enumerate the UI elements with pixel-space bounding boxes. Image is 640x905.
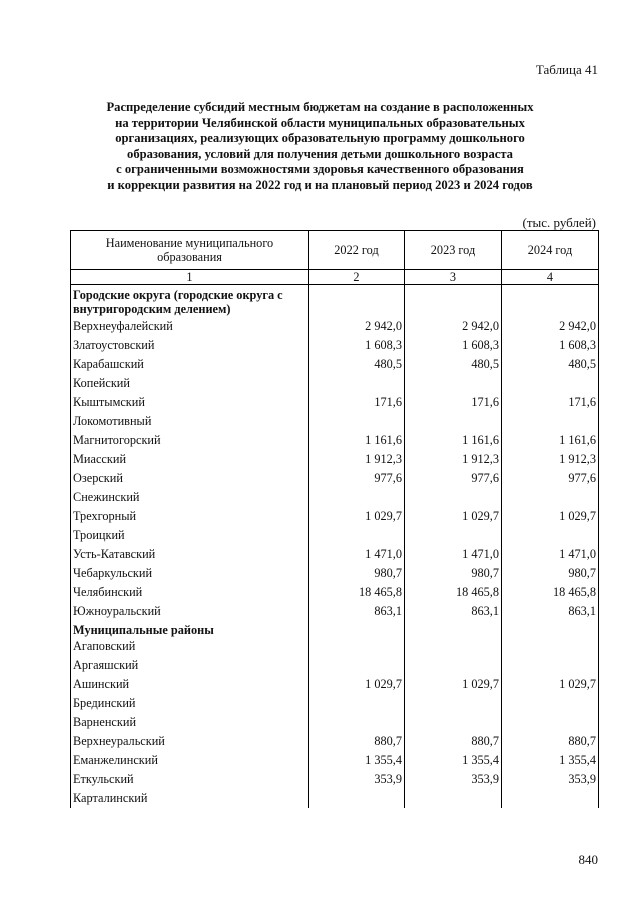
municipality-name: Карабашский — [71, 355, 309, 374]
municipality-name: Локомотивный — [71, 412, 309, 431]
title-line: на территории Челябинской области муниципальных образовательных — [115, 115, 525, 130]
section-heading: Муниципальные районы — [71, 621, 309, 637]
empty-cell — [309, 621, 405, 637]
column-number: 1 — [71, 270, 309, 285]
value-2022 — [309, 374, 405, 393]
municipality-name: Верхнеуфалейский — [71, 317, 309, 336]
value-2024: 1 471,0 — [502, 545, 599, 564]
municipality-name: Кыштымский — [71, 393, 309, 412]
column-number: 2 — [309, 270, 405, 285]
municipality-name: Верхнеуральский — [71, 732, 309, 751]
value-2024: 1 608,3 — [502, 336, 599, 355]
value-2022: 18 465,8 — [309, 583, 405, 602]
value-2024: 171,6 — [502, 393, 599, 412]
empty-cell — [405, 621, 502, 637]
table-row — [71, 564, 599, 583]
value-2022 — [309, 488, 405, 507]
value-2024: 2 942,0 — [502, 317, 599, 336]
value-2022: 2 942,0 — [309, 317, 405, 336]
value-2022: 1 029,7 — [309, 507, 405, 526]
section-heading: Городские округа (городские округа с внутригородским делением) — [71, 285, 309, 318]
table-row — [71, 507, 599, 526]
title-line: и коррекции развития на 2022 год и на плановый период 2023 и 2024 годов — [107, 177, 533, 192]
value-2024: 880,7 — [502, 732, 599, 751]
table-row — [71, 732, 599, 751]
municipality-name: Златоустовский — [71, 336, 309, 355]
municipality-name: Ашинский — [71, 675, 309, 694]
value-2022 — [309, 412, 405, 431]
table-row — [71, 694, 599, 713]
value-2022: 353,9 — [309, 770, 405, 789]
municipality-name: Челябинский — [71, 583, 309, 602]
value-2022 — [309, 694, 405, 713]
value-2024 — [502, 412, 599, 431]
table-row — [71, 656, 599, 675]
municipality-name: Озерский — [71, 469, 309, 488]
value-2023: 1 471,0 — [405, 545, 502, 564]
value-2022: 1 912,3 — [309, 450, 405, 469]
section-row — [71, 621, 599, 637]
value-2024 — [502, 789, 599, 808]
table-row — [71, 431, 599, 450]
column-number: 4 — [502, 270, 599, 285]
header-2023: 2023 год — [405, 231, 502, 270]
header-name: Наименование муниципального образования — [71, 231, 309, 270]
table-row — [71, 355, 599, 374]
value-2024: 353,9 — [502, 770, 599, 789]
value-2022: 1 608,3 — [309, 336, 405, 355]
value-2023: 1 029,7 — [405, 675, 502, 694]
value-2022 — [309, 526, 405, 545]
value-2024 — [502, 694, 599, 713]
municipality-name: Копейский — [71, 374, 309, 393]
value-2022 — [309, 637, 405, 656]
value-2023 — [405, 789, 502, 808]
column-number: 3 — [405, 270, 502, 285]
value-2023 — [405, 374, 502, 393]
value-2024: 1 029,7 — [502, 507, 599, 526]
value-2023: 18 465,8 — [405, 583, 502, 602]
value-2022 — [309, 789, 405, 808]
page-number: 840 — [578, 852, 598, 867]
value-2024: 1 161,6 — [502, 431, 599, 450]
value-2022: 1 029,7 — [309, 675, 405, 694]
table-label: Таблица 41 — [535, 62, 598, 77]
value-2023 — [405, 656, 502, 675]
subsidy-table — [70, 230, 599, 808]
value-2022: 880,7 — [309, 732, 405, 751]
empty-cell — [502, 285, 599, 318]
value-2022: 171,6 — [309, 393, 405, 412]
municipality-name: Агаповский — [71, 637, 309, 656]
document-title — [60, 100, 580, 193]
value-2023 — [405, 694, 502, 713]
table-row — [71, 675, 599, 694]
header-2024: 2024 год — [502, 231, 599, 270]
municipality-name: Еманжелинский — [71, 751, 309, 770]
table-row — [71, 488, 599, 507]
value-2022: 977,6 — [309, 469, 405, 488]
value-2023: 880,7 — [405, 732, 502, 751]
table-row — [71, 637, 599, 656]
municipality-name: Снежинский — [71, 488, 309, 507]
value-2023: 1 161,6 — [405, 431, 502, 450]
table-header-row — [71, 231, 599, 270]
title-line: образования, условий для получения детьми дошкольного возраста — [127, 146, 513, 161]
table-row — [71, 336, 599, 355]
value-2023 — [405, 488, 502, 507]
value-2023: 171,6 — [405, 393, 502, 412]
empty-cell — [309, 285, 405, 318]
value-2023: 480,5 — [405, 355, 502, 374]
table-body — [71, 285, 599, 809]
value-2023: 863,1 — [405, 602, 502, 621]
value-2024 — [502, 374, 599, 393]
column-number-row — [71, 270, 599, 285]
municipality-name: Южноуральский — [71, 602, 309, 621]
value-2022: 1 161,6 — [309, 431, 405, 450]
header-2022: 2022 год — [309, 231, 405, 270]
value-2024: 480,5 — [502, 355, 599, 374]
value-2024: 980,7 — [502, 564, 599, 583]
title-line: Распределение субсидий местным бюджетам на создание в расположенных — [106, 100, 534, 114]
municipality-name: Трехгорный — [71, 507, 309, 526]
value-2022: 1 471,0 — [309, 545, 405, 564]
units-label: (тыс. рублей) — [522, 215, 596, 230]
value-2023 — [405, 526, 502, 545]
value-2024: 18 465,8 — [502, 583, 599, 602]
value-2023: 1 029,7 — [405, 507, 502, 526]
table-row — [71, 412, 599, 431]
table-row — [71, 374, 599, 393]
municipality-name: Карталинский — [71, 789, 309, 808]
table-row — [71, 526, 599, 545]
value-2022: 1 355,4 — [309, 751, 405, 770]
value-2023 — [405, 412, 502, 431]
table-row — [71, 450, 599, 469]
value-2023 — [405, 713, 502, 732]
table-row — [71, 393, 599, 412]
value-2024 — [502, 526, 599, 545]
value-2023: 977,6 — [405, 469, 502, 488]
value-2024: 863,1 — [502, 602, 599, 621]
value-2024: 977,6 — [502, 469, 599, 488]
municipality-name: Усть-Катавский — [71, 545, 309, 564]
value-2022 — [309, 713, 405, 732]
municipality-name: Аргаяшский — [71, 656, 309, 675]
section-row — [71, 285, 599, 318]
value-2024 — [502, 656, 599, 675]
table-row — [71, 770, 599, 789]
value-2023: 1 608,3 — [405, 336, 502, 355]
table-row — [71, 317, 599, 336]
value-2023: 1 912,3 — [405, 450, 502, 469]
table-row — [71, 602, 599, 621]
table-row — [71, 789, 599, 808]
value-2023: 353,9 — [405, 770, 502, 789]
value-2024 — [502, 488, 599, 507]
municipality-name: Еткульский — [71, 770, 309, 789]
table-row — [71, 583, 599, 602]
table-row — [71, 713, 599, 732]
table-row — [71, 545, 599, 564]
municipality-name: Миасский — [71, 450, 309, 469]
value-2022: 863,1 — [309, 602, 405, 621]
value-2023: 1 355,4 — [405, 751, 502, 770]
municipality-name: Троицкий — [71, 526, 309, 545]
empty-cell — [405, 285, 502, 318]
value-2022: 480,5 — [309, 355, 405, 374]
municipality-name: Варненский — [71, 713, 309, 732]
value-2023: 2 942,0 — [405, 317, 502, 336]
value-2024 — [502, 637, 599, 656]
value-2022 — [309, 656, 405, 675]
municipality-name: Магнитогорский — [71, 431, 309, 450]
table-row — [71, 751, 599, 770]
value-2023 — [405, 637, 502, 656]
empty-cell — [502, 621, 599, 637]
title-line: с ограниченными возможностями здоровья качественного образования — [116, 162, 524, 176]
table-row — [71, 469, 599, 488]
value-2024: 1 029,7 — [502, 675, 599, 694]
municipality-name: Брединский — [71, 694, 309, 713]
value-2023: 980,7 — [405, 564, 502, 583]
municipality-name: Чебаркульский — [71, 564, 309, 583]
value-2022: 980,7 — [309, 564, 405, 583]
value-2024 — [502, 713, 599, 732]
title-line: организациях, реализующих образовательную программу дошкольного — [115, 131, 525, 145]
value-2024: 1 912,3 — [502, 450, 599, 469]
value-2024: 1 355,4 — [502, 751, 599, 770]
